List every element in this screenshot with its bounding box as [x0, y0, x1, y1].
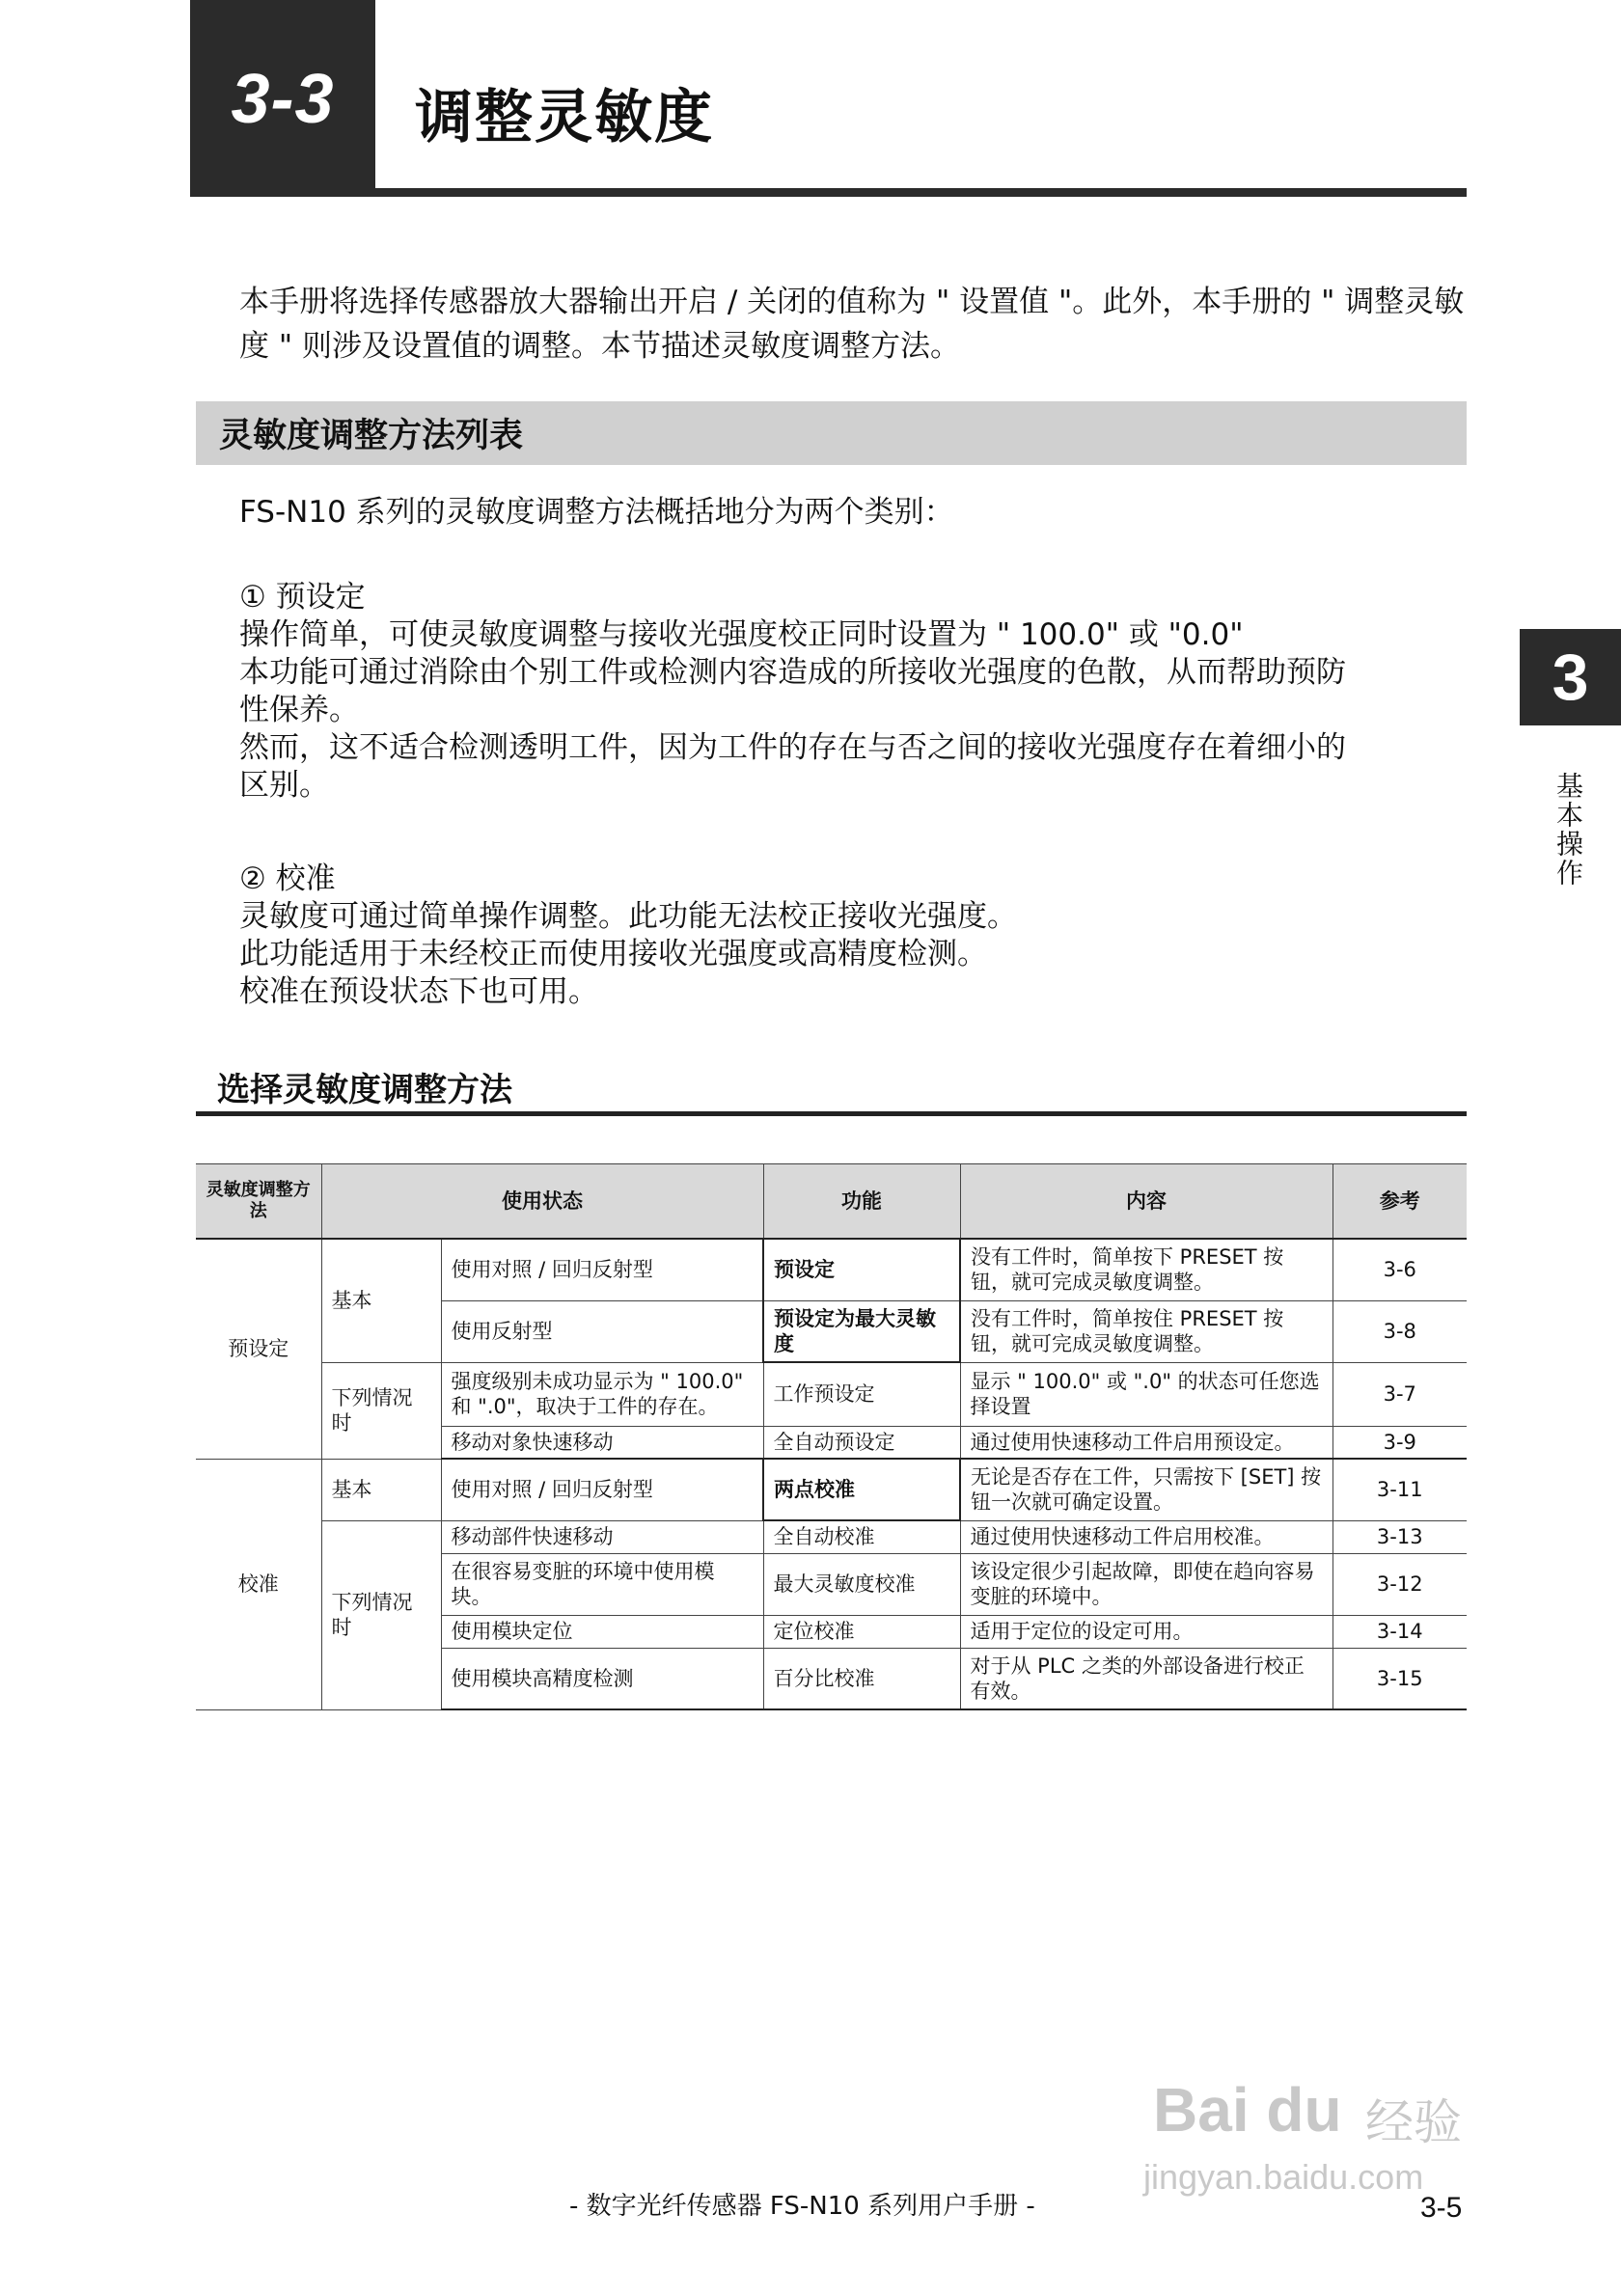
intro-paragraph: 本手册将选择传感器放大器输出开启 / 关闭的值称为 " 设置值 "。此外，本手册的 " 调整灵敏度 " 则涉及设置值的调整。本节描述灵敏度调整方法。 — [239, 285, 1465, 364]
preset-line: 本功能可通过消除由个别工件或检测内容造成的所接收光强度的色散，从而帮助预防 — [239, 655, 1346, 690]
cell-state: 使用反射型 — [441, 1300, 763, 1362]
subgroup-basic: 基本 — [321, 1459, 441, 1520]
cell-content: 没有工件时，简单按下 PRESET 按钮，就可完成灵敏度调整。 — [960, 1239, 1333, 1300]
cell-reference: 3-15 — [1333, 1648, 1467, 1709]
watermark-url: jingyan.baidu.com — [1143, 2157, 1424, 2197]
preset-line: 性保养。 — [239, 693, 359, 727]
cell-content: 适用于定位的设定可用。 — [960, 1615, 1333, 1648]
chapter-rule — [190, 188, 1467, 197]
chapter-tab — [1520, 629, 1621, 725]
watermark-logo: Bai du — [1153, 2075, 1342, 2145]
table-row — [196, 1520, 1467, 1553]
header-content: 内容 — [960, 1164, 1333, 1240]
watermark-brand: 经验 — [1365, 2094, 1462, 2150]
calib-line: 校准在预设状态下也可用。 — [239, 974, 598, 1009]
preset-line: ① 预设定 — [239, 580, 366, 615]
cell-function: 定位校准 — [763, 1615, 960, 1648]
cell-reference: 3-6 — [1333, 1239, 1467, 1300]
cell-state: 移动部件快速移动 — [441, 1520, 763, 1553]
section-lead — [239, 494, 954, 532]
chapter-number: 3-3 — [231, 60, 335, 138]
cell-reference: 3-11 — [1333, 1459, 1467, 1520]
group-preset: 预设定 — [196, 1239, 321, 1459]
table-row — [196, 1459, 1467, 1520]
cell-content: 对于从 PLC 之类的外部设备进行校正有效。 — [960, 1648, 1333, 1709]
cell-state: 移动对象快速移动 — [441, 1426, 763, 1459]
calibration-description — [239, 861, 1017, 1011]
header-state: 使用状态 — [321, 1164, 763, 1240]
cell-function: 两点校准 — [763, 1459, 960, 1520]
calib-line: ② 校准 — [239, 861, 336, 896]
subgroup-following: 下列情况时 — [321, 1362, 441, 1459]
cell-reference: 3-13 — [1333, 1520, 1467, 1553]
preset-line: 区别。 — [239, 768, 329, 803]
preset-line: 操作简单，可使灵敏度调整与接收光强度校正同时设置为 " 100.0" 或 "0.0" — [239, 617, 1244, 652]
chapter-tab-label: 基本操作 — [1552, 772, 1584, 888]
cell-content: 没有工件时，简单按住 PRESET 按钮，就可完成灵敏度调整。 — [960, 1300, 1333, 1362]
cell-content: 显示 " 100.0" 或 ".0" 的状态可任您选择设置 — [960, 1362, 1333, 1426]
subsection-heading: 选择灵敏度调整方法 — [217, 1071, 512, 1109]
preset-description — [239, 579, 1346, 805]
cell-reference: 3-12 — [1333, 1553, 1467, 1615]
header-method: 灵敏度调整方法 — [196, 1164, 321, 1240]
cell-function: 最大灵敏度校准 — [763, 1553, 960, 1615]
footer-title: - 数字光纤传感器 FS-N10 系列用户手册 - — [569, 2192, 1035, 2221]
group-calibration: 校准 — [196, 1459, 321, 1709]
cell-reference: 3-7 — [1333, 1362, 1467, 1426]
subgroup-basic: 基本 — [321, 1239, 441, 1362]
chapter-tab-number: 3 — [1552, 641, 1589, 714]
cell-content: 无论是否存在工件，只需按下 [SET] 按钮一次就可确定设置。 — [960, 1459, 1333, 1520]
cell-content: 通过使用快速移动工件启用校准。 — [960, 1520, 1333, 1553]
table-row — [196, 1239, 1467, 1300]
cell-function: 全自动校准 — [763, 1520, 960, 1553]
cell-state: 使用模块高精度检测 — [441, 1648, 763, 1709]
cell-function: 工作预设定 — [763, 1362, 960, 1426]
header-reference: 参考 — [1333, 1164, 1467, 1240]
chapter-title: 调整灵敏度 — [415, 84, 714, 151]
chapter-number-box — [190, 0, 375, 190]
cell-reference: 3-8 — [1333, 1300, 1467, 1362]
cell-content: 该设定很少引起故障，即使在趋向容易变脏的环境中。 — [960, 1553, 1333, 1615]
cell-function: 全自动预设定 — [763, 1426, 960, 1459]
header-function: 功能 — [763, 1164, 960, 1240]
table-header-row — [196, 1164, 1467, 1240]
cell-state: 使用模块定位 — [441, 1615, 763, 1648]
preset-line: 然而，这不适合检测透明工件，因为工件的存在与否之间的接收光强度存在着细小的 — [239, 730, 1346, 765]
cell-function: 百分比校准 — [763, 1648, 960, 1709]
cell-reference: 3-9 — [1333, 1426, 1467, 1459]
cell-state: 在很容易变脏的环境中使用模块。 — [441, 1553, 763, 1615]
cell-function: 预设定 — [763, 1239, 960, 1300]
table-row — [196, 1362, 1467, 1426]
section-heading-bar — [196, 401, 1467, 465]
watermark — [1143, 2074, 1510, 2209]
cell-function: 预设定为最大灵敏度 — [763, 1300, 960, 1362]
page-number: 3-5 — [1420, 2192, 1463, 2224]
cell-state: 使用对照 / 回归反射型 — [441, 1459, 763, 1520]
section-heading: 灵敏度调整方法列表 — [219, 417, 524, 455]
cell-state: 使用对照 / 回归反射型 — [441, 1239, 763, 1300]
method-table — [196, 1163, 1467, 1710]
cell-state: 强度级别未成功显示为 " 100.0" 和 ".0"，取决于工件的存在。 — [441, 1362, 763, 1426]
subsection-rule — [196, 1111, 1467, 1116]
calib-line: 灵敏度可通过简单操作调整。此功能无法校正接收光强度。 — [239, 899, 1017, 934]
subgroup-following: 下列情况时 — [321, 1520, 441, 1709]
calib-line: 此功能适用于未经校正而使用接收光强度或高精度检测。 — [239, 937, 987, 971]
cell-reference: 3-14 — [1333, 1615, 1467, 1648]
cell-content: 通过使用快速移动工件启用预设定。 — [960, 1426, 1333, 1459]
lead-text: FS-N10 系列的灵敏度调整方法概括地分为两个类别： — [239, 495, 954, 530]
